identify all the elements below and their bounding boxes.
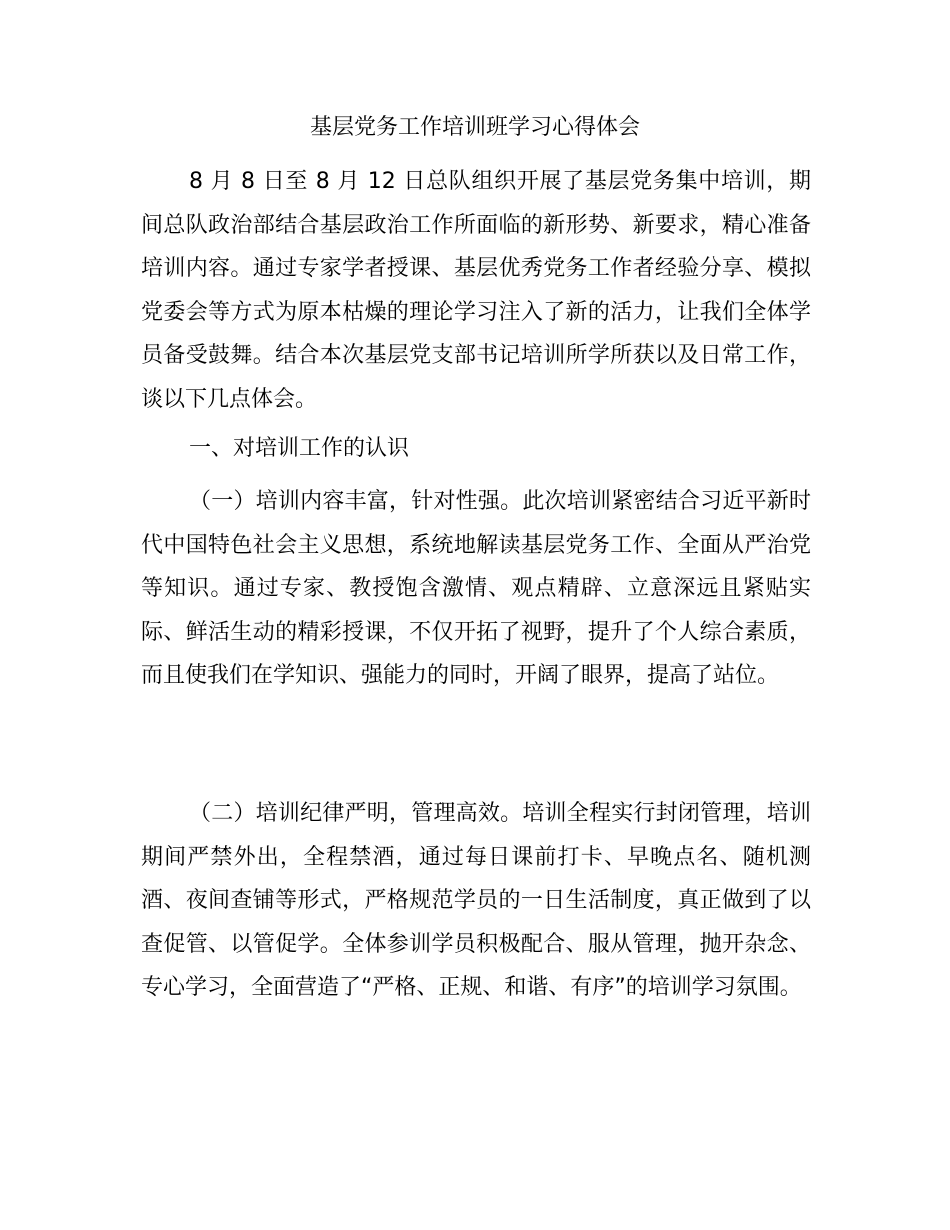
point-two-paragraph: （二）培训纪律严明，管理高效。培训全程实行封闭管理，培训期间严禁外出，全程禁酒，通过每日课前打卡、早晚点名、随机测酒、夜间查铺等形式，严格规范学员的一日生活制度，真正做到了以查促管、以管促学。全体参训学员积极配合、服从管理，抛开杂念、专心学习，全面营造了“严格、正规、和谐、有序”的培训学习氛围。 <box>141 801 811 1001</box>
document-title: 基层党务工作培训班学习心得体会 <box>309 115 640 140</box>
section-heading: 一、对培训工作的认识 <box>189 436 410 461</box>
intro-paragraph: 8 月 8 日至 8 月 12 日总队组织开展了基层党务集中培训，期间总队政治部结合基层政治工作所面临的新形势、新要求，精心准备培训内容。通过专家学者授课、基层优秀党务工作者经验分享、模拟党委会等方式为原本枯燥的理论学习注入了新的活力，让我们全体学员备受鼓舞。结合本次基层党支部书记培训所学所获以及日常工作，谈以下几点体会。 <box>141 169 811 412</box>
point-one-paragraph: （一）培训内容丰富，针对性强。此次培训紧密结合习近平新时代中国特色社会主义思想，系统地解读基层党务工作、全面从严治党等知识。通过专家、教授饱含激情、观点精辟、立意深远且紧贴实际、鲜活生动的精彩授课，不仅开拓了视野，提升了个人综合素质，而且使我们在学知识、强能力的同时，开阔了眼界，提高了站位。 <box>141 489 811 689</box>
